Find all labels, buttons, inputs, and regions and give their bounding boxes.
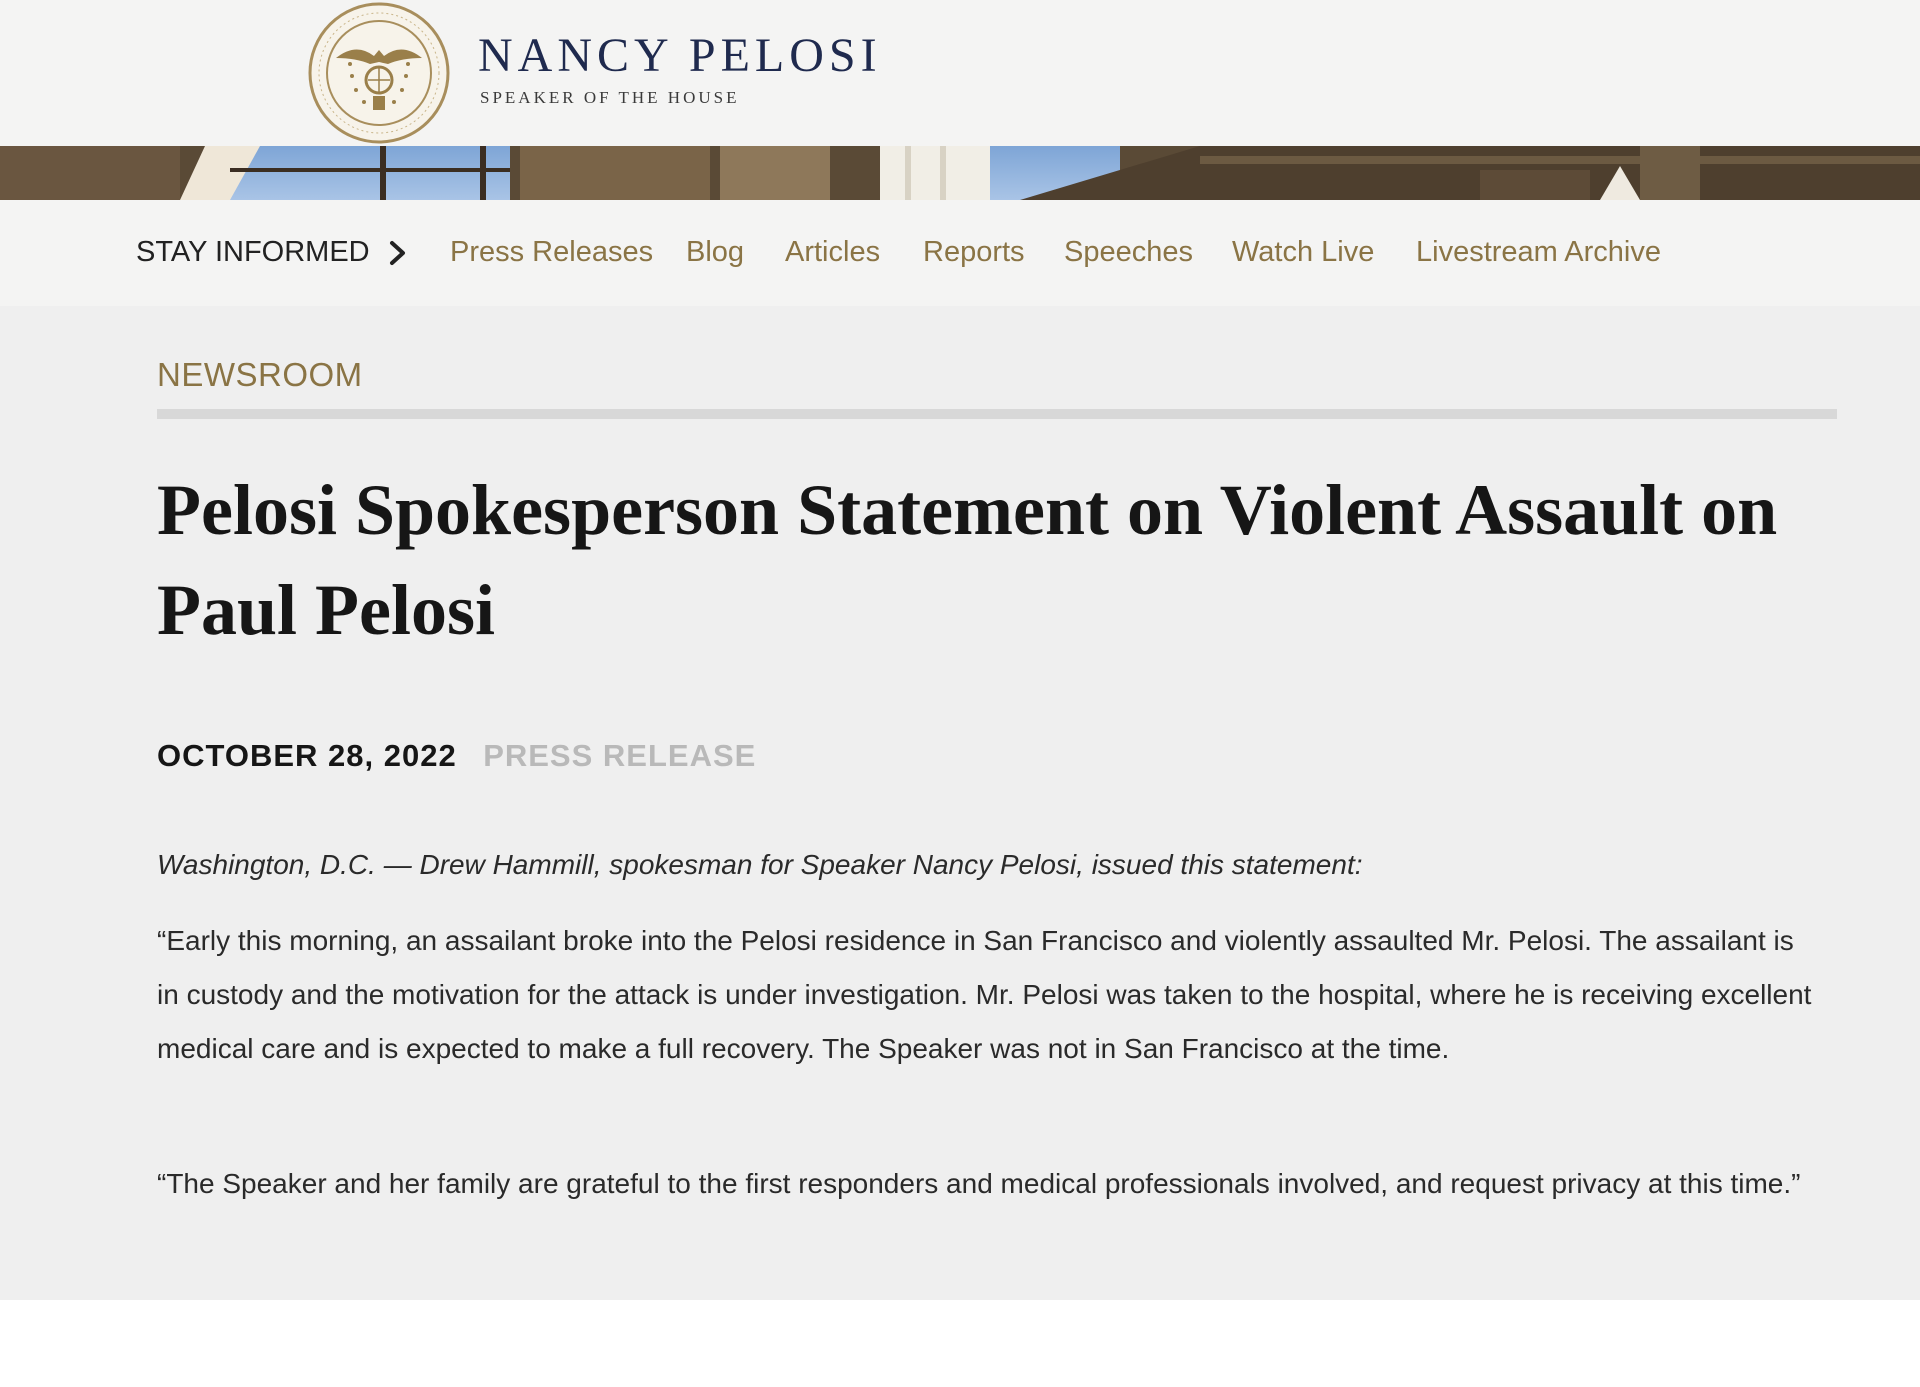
nav-link-press-releases[interactable]: Press Releases (450, 236, 654, 268)
capitol-banner-image (0, 146, 1920, 200)
brand-name[interactable]: NANCY PELOSI (478, 29, 882, 82)
nav-link-watch-live[interactable]: Watch Live (1232, 236, 1375, 268)
page-bottom-edge (0, 1300, 1920, 1387)
article-headline: Pelosi Spokesperson Statement on Violent Assault on Paul Pelosi (157, 470, 1778, 650)
article-type-tag[interactable]: PRESS RELEASE (483, 738, 757, 773)
nav-link-blog[interactable]: Blog (686, 236, 745, 268)
chevron-right-icon (388, 240, 408, 266)
section-label[interactable]: NEWSROOM (157, 356, 363, 393)
main-navigation (0, 200, 1920, 306)
article-paragraph: “The Speaker and her family are grateful to the first responders and medical professionals involved, and request privacy at this time.” (157, 1168, 1801, 1199)
brand-tagline: SPEAKER OF THE HOUSE (480, 88, 740, 107)
nav-link-articles[interactable]: Articles (785, 236, 881, 268)
stay-informed-menu[interactable] (136, 236, 408, 269)
nav-link-reports[interactable]: Reports (923, 236, 1025, 268)
house-speaker-seal-icon[interactable] (306, 0, 452, 146)
section-divider (157, 409, 1837, 419)
article-meta (157, 738, 756, 774)
nav-link-speeches[interactable]: Speeches (1064, 236, 1193, 268)
site-header (0, 0, 1920, 146)
article-paragraph: “Early this morning, an assailant broke into the Pelosi residence in San Francisco and violently assaulted Mr. Pelosi. The assailant is in custody and the motivation for the attack is under investigation. Mr. Pelosi was taken to the hospital, where he is receiving excellent medical care and is expected to make a full recovery. The Speaker was not in San Francisco at the time. (157, 925, 1812, 1064)
nav-link-livestream-archive[interactable]: Livestream Archive (1416, 236, 1661, 268)
article-dateline: Washington, D.C. — Drew Hammill, spokesman for Speaker Nancy Pelosi, issued this statement: (157, 849, 1363, 880)
article-date: OCTOBER 28, 2022 (157, 738, 457, 773)
stay-informed-label: STAY INFORMED (136, 236, 370, 268)
